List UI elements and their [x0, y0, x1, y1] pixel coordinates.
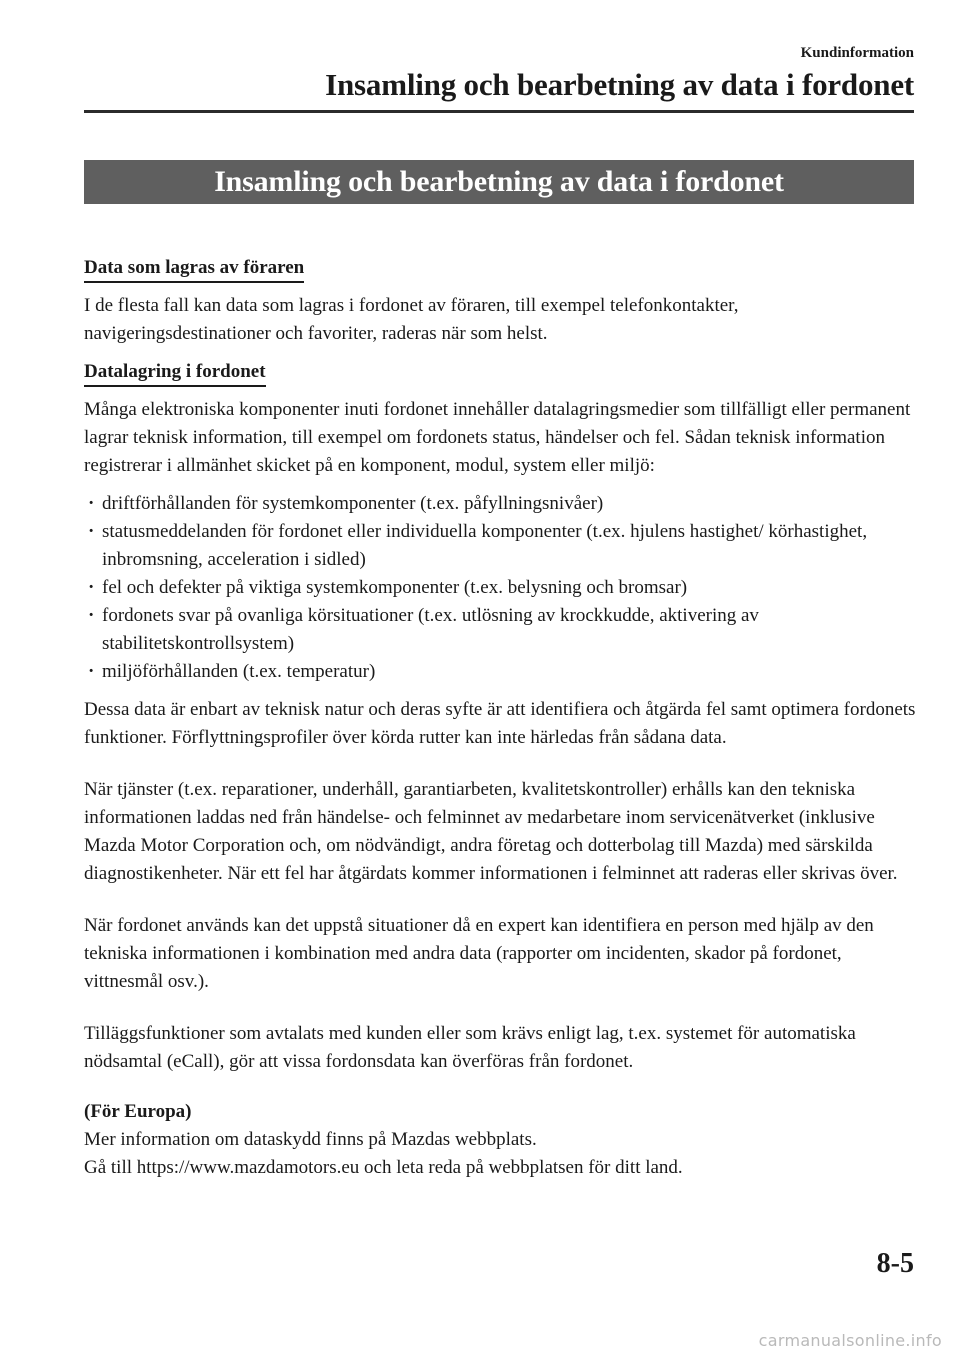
- region-label-europe: (För Europa): [84, 1101, 192, 1122]
- bullet-icon: ·: [88, 605, 95, 626]
- paragraph-technical-nature: Dessa data är enbart av teknisk natur och deras syfte är att identifiera och åtgärda fel samt optimera fordonets funktioner. Förflyttningsprofiler över körda rutter kan inte härledas från sådana data.: [84, 699, 916, 748]
- watermark: carmanualsonline.info: [758, 1331, 942, 1350]
- section-title-banner: Insamling och bearbetning av data i fordonet: [84, 160, 914, 204]
- subheading-data-storage: Datalagring i fordonet: [84, 360, 266, 387]
- paragraph-website-link: Gå till https://www.mazdamotors.eu och leta reda på webbplatsen för ditt land.: [84, 1157, 683, 1178]
- list-item-text: fordonets svar på ovanliga körsituationer (t.ex. utlösning av krockkudde, aktivering av stabilitetskontrollsystem): [102, 605, 759, 654]
- paragraph-identification: När fordonet används kan det uppstå situationer då en expert kan identifiera en person med hjälp av den tekniska informationen i kombination med andra data (rapporter om incidenten, skador på fordonet, vittnesmål osv.).: [84, 915, 874, 992]
- header-title: Insamling och bearbetning av data i fordonet: [325, 67, 914, 102]
- list-item: [84, 574, 916, 602]
- paragraph-additional-functions: Tilläggsfunktioner som avtalats med kunden eller som krävs enligt lag, t.ex. systemet för automatiska nödsamtal (eCall), gör att vissa fordonsdata kan överföras från fordonet.: [84, 1023, 856, 1072]
- header-divider: [84, 110, 914, 113]
- list-item-text: statusmeddelanden för fordonet eller individuella komponenter (t.ex. hjulens hastighet/ körhastighet, inbromsning, acceleration i sidled): [102, 521, 868, 570]
- list-item-text: miljöförhållanden (t.ex. temperatur): [102, 661, 376, 682]
- paragraph-data-storage: Många elektroniska komponenter inuti fordonet innehåller datalagringsmedier som tillfälligt eller permanent lagrar teknisk information, till exempel om fordonets status, händelser och fel. Sådan teknisk information registrerar i allmänhet skicket på en komponent, modul, system eller miljö:: [84, 399, 911, 476]
- bullet-icon: ·: [88, 577, 95, 598]
- list-item-text: driftförhållanden för systemkomponenter (t.ex. påfyllningsnivåer): [102, 493, 604, 514]
- running-header: [84, 44, 914, 113]
- list-item: [84, 602, 916, 658]
- list-item: [84, 490, 916, 518]
- bullet-icon: ·: [88, 661, 95, 682]
- paragraph-driver-data: I de flesta fall kan data som lagras i fordonet av föraren, till exempel telefonkontakter, navigeringsdestinationer och favoriter, raderas när som helst.: [84, 295, 739, 344]
- page-content: [84, 254, 916, 1182]
- bullet-icon: ·: [88, 521, 95, 542]
- bullet-list: [84, 490, 916, 686]
- list-item: [84, 518, 916, 574]
- page-number: 8-5: [876, 1248, 914, 1279]
- list-item-text: fel och defekter på viktiga systemkomponenter (t.ex. belysning och bromsar): [102, 577, 688, 598]
- list-item: [84, 658, 916, 686]
- bullet-icon: ·: [88, 493, 95, 514]
- paragraph-privacy-info: Mer information om dataskydd finns på Mazdas webbplats.: [84, 1129, 537, 1150]
- paragraph-service-download: När tjänster (t.ex. reparationer, underhåll, garantiarbeten, kvalitetskontroller) erhålls kan den tekniska informationen laddas ned från händelse- och felminnet av medarbetare inom servicenätverket (inklusive Mazda Motor Corporation och, om nödvändigt, andra företag och dotterbolag till Mazda) med särskilda diagnostikenheter. När ett fel har åtgärdats kommer informationen i felminnet att raderas eller skrivas över.: [84, 779, 898, 884]
- section-label: Kundinformation: [800, 45, 914, 61]
- subheading-driver-data: Data som lagras av föraren: [84, 256, 304, 283]
